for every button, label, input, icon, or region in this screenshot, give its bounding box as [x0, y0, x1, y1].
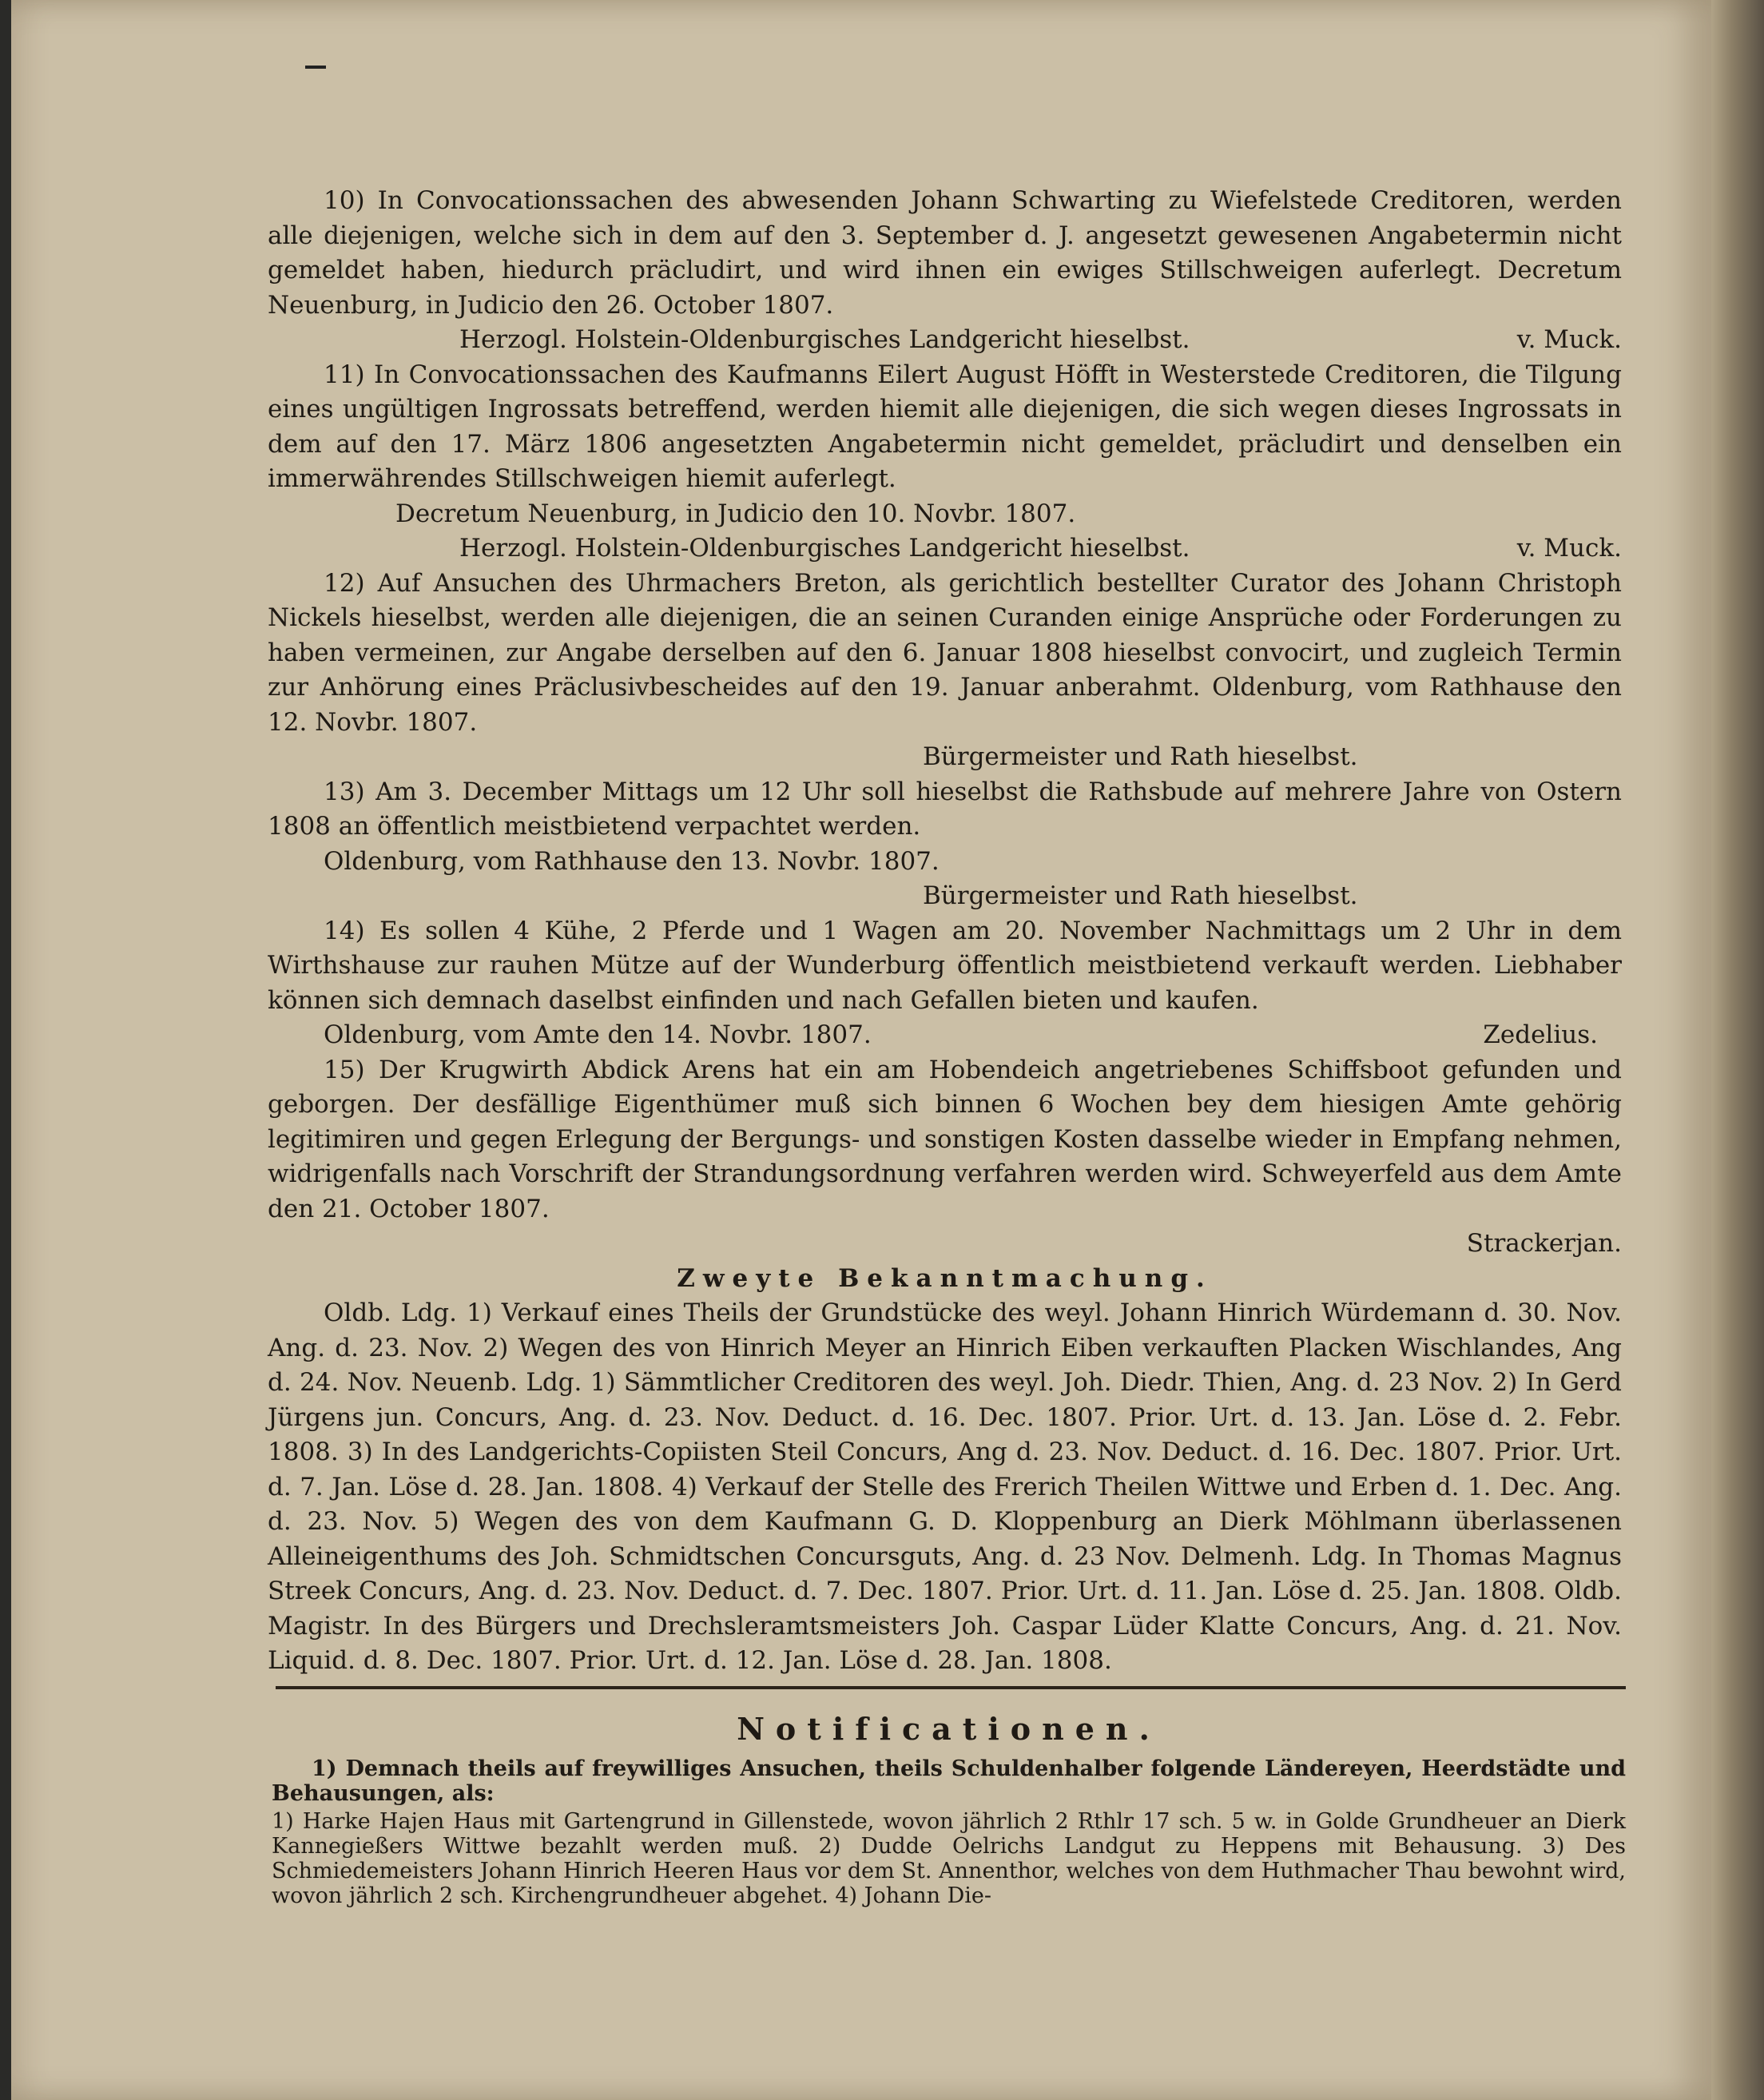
notice-11-signature: v. Muck.: [1516, 534, 1622, 563]
notice-12-signature: Bürgermeister und Rath hieselbst.: [923, 742, 1358, 771]
notice-12-text: 12) Auf Ansuchen des Uhrmachers Breton, als gerichtlich bestellter Curator des Johann Christoph Nickels hieselbst, werden alle diejenigen, die an seinen Curanden einige Ansprüche oder Forderungen zu haben vermeinen, zur Angabe derselben auf den 6. Januar 1808 hieselbst convocirt, und zugleich Termin zur Anhörung eines Präclusivbescheides auf den 19. Januar anberahmt. Oldenburg, vom Rathhause den 12. Novbr. 1807.: [268, 568, 1622, 737]
notice-10-signature-row: [268, 323, 1622, 358]
notice-14-signature: Zedelius.: [1483, 1020, 1598, 1049]
notice-13-signature: Bürgermeister und Rath hieselbst.: [923, 881, 1358, 910]
notice-13-place-date: Oldenburg, vom Rathhause den 13. Novbr. 1807.: [324, 846, 940, 876]
second-announcement-text: Oldb. Ldg. 1) Verkauf eines Theils der Grundstücke des weyl. Johann Hinrich Würdemann d. 30. Nov. Ang. d. 23. Nov. 2) Wegen des von Hinrich Meyer an Hinrich Eiben verkauften Placken Wischlandes, Ang d. 24. Nov. Neuenb. Ldg. 1) Sämmtlicher Creditoren des weyl. Joh. Diedr. Thien, Ang. d. 23 Nov. 2) In Gerd Jürgens jun. Concurs, Ang. d. 23. Nov. Deduct. d. 16. Dec. 1807. Prior. Urt. d. 13. Jan. Löse d. 2. Febr. 1808. 3) In des Landgerichts-Copiisten Steil Concurs, Ang d. 23. Nov. Deduct. d. 16. Dec. 1807. Prior. Urt. d. 7. Jan. Löse d. 28. Jan. 1808. 4) Verkauf der Stelle des Frerich Theilen Wittwe und Erben d. 1. Dec. Ang. d. 23. Nov. 5) Wegen des von dem Kaufmann G. D. Kloppenburg an Dierk Möhlmann überlassenen Alleineigenthums des Joh. Schmidtschen Concursguts, Ang. d. 23 Nov. Delmenh. Ldg. In Thomas Magnus Streek Concurs, Ang. d. 23. Nov. Deduct. d. 7. Dec. 1807. Prior. Urt. d. 11. Jan. Löse d. 25. Jan. 1808. Oldb. Magistr. In des Bürgers und Drechsleramtsmeisters Joh. Caspar Lüder Klatte Concurs, Ang. d. 21. Nov. Liquid. d. 8. Dec. 1807. Prior. Urt. d. 12. Jan. Löse d. 28. Jan. 1808.: [268, 1299, 1622, 1675]
notifications-body: [272, 1756, 1626, 1908]
notifications-heading: Notificationen.: [737, 1711, 1161, 1747]
scan-edge: [0, 0, 11, 2100]
notifications-items: 1) Harke Hajen Haus mit Gartengrund in Gillenstede, wovon jährlich 2 Rthlr 17 sch. 5 w. in Golde Grundheuer an Dierk Kannegießers Wittwe bezahlt werden muß. 2) Dudde Oelrichs Landgut zu Heppens mit Behausung. 3) Des Schmiedemeisters Johann Hinrich Heeren Haus vor dem St. Annenthor, welches von dem Huthmacher Thau bewohnt wird, wovon jährlich 2 sch. Kirchengrundheuer abgehet. 4) Johann Die-: [272, 1809, 1626, 1908]
notifications-intro: 1) Demnach theils auf freywilliges Ansuchen, theils Schuldenhalber folgende Ländereyen, Heerdstädte und Behausungen, als:: [272, 1756, 1626, 1806]
notice-11-decree: Decretum Neuenburg, in Judicio den 10. Novbr. 1807.: [395, 499, 1076, 528]
notice-11-text: 11) In Convocationssachen des Kaufmanns Eilert August Höfft in Westerstede Creditoren, die Tilgung eines ungültigen Ingrossats betreffend, werden hiemit alle diejenigen, die sich wegen dieses Ingrossats in dem auf den 17. März 1806 angesetzten Angabetermin nicht gemeldet, präcludirt und denselben ein immerwährendes Stillschweigen hiemit auferlegt.: [268, 360, 1622, 493]
notice-14-signature-row: [268, 1018, 1622, 1053]
notice-14-place-date: Oldenburg, vom Amte den 14. Novbr. 1807.: [324, 1020, 872, 1049]
notice-10-text: 10) In Convocationssachen des abwesenden Johann Schwarting zu Wiefelstede Creditoren, werden alle diejenigen, welche sich in dem auf den 3. September d. J. angesetzt gewesenen Angabetermin nicht gemeldet haben, hiedurch präcludirt, und wird ihnen ein ewiges Stillschweigen auferlegt. Decretum Neuenburg, in Judicio den 26. October 1807.: [268, 186, 1622, 320]
notice-14-text: 14) Es sollen 4 Kühe, 2 Pferde und 1 Wagen am 20. November Nachmittags um 2 Uhr in dem Wirthshause zur rauhen Mütze auf der Wunderburg öffentlich meistbietend verkauft werden. Liebhaber können sich demnach daselbst einfinden und nach Gefallen bieten und kaufen.: [268, 916, 1622, 1015]
page-binding-edge: [1711, 0, 1764, 2100]
section-divider: [276, 1686, 1626, 1689]
corner-mark: [305, 66, 326, 69]
notice-15-signature: Strackerjan.: [1466, 1229, 1622, 1258]
notice-10-signature: v. Muck.: [1516, 325, 1622, 354]
section-heading-second-announcement: Zweyte Bekanntmachung.: [677, 1263, 1213, 1293]
notice-11-authority: Herzogl. Holstein-Oldenburgisches Landgericht hieselbst.: [459, 534, 1190, 563]
notice-15-text: 15) Der Krugwirth Abdick Arens hat ein am Hobendeich angetriebenes Schiffsboot gefunden und geborgen. Der desfällige Eigenthümer muß sich binnen 6 Wochen bey dem hiesigen Amte gehörig legitimiren und gegen Erlegung der Bergungs- und sonstigen Kosten dasselbe wieder in Empfang nehmen, widrigenfalls nach Vorschrift der Strandungsordnung verfahren werden wird. Schweyerfeld aus dem Amte den 21. October 1807.: [268, 1055, 1622, 1223]
notifications-section: [272, 1707, 1626, 1908]
document-body: [268, 184, 1622, 1679]
notice-11-signature-row: [268, 531, 1622, 567]
notice-13-text: 13) Am 3. December Mittags um 12 Uhr soll hieselbst die Rathsbude auf mehrere Jahre von Ostern 1808 an öffentlich meistbietend verpachtet werden.: [268, 777, 1622, 841]
notice-10-authority: Herzogl. Holstein-Oldenburgisches Landgericht hieselbst.: [459, 325, 1190, 354]
